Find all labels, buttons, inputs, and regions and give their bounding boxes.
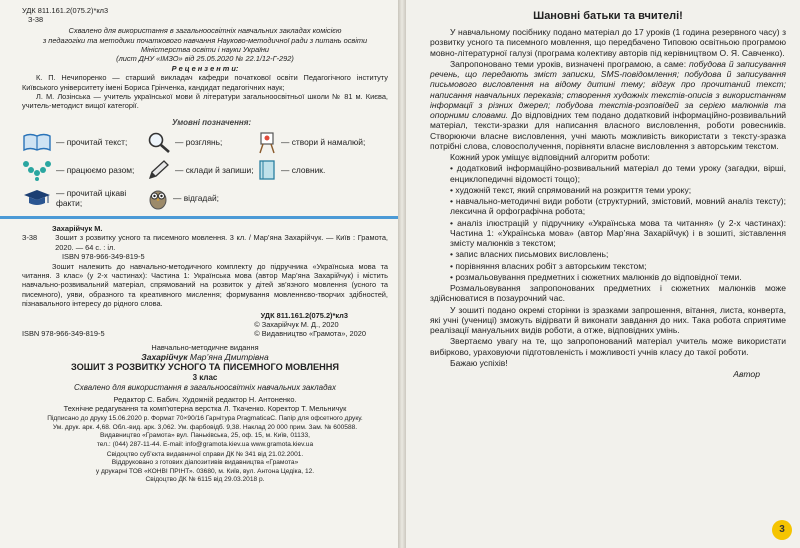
edition-type: Навчально-методичне видання — [151, 342, 259, 352]
publisher-2: тел.: (044) 287-11-44. E-mail: info@gramota.kiev.ua www.gramota.kiev.ua — [96, 440, 314, 448]
graduation-cap-icon — [22, 187, 52, 209]
grade: 3 клас — [192, 372, 218, 382]
author-surname: Захарійчук — [141, 351, 188, 362]
paragraph-4: Розмальовування запропонованих предметних і сюжетних малюнків може здійснюватися в позаурочний час. — [430, 283, 786, 304]
approval-line: (лист ДНУ «ІМЗО» від 25.05.2020 № 22.1/12-Г-292) — [116, 54, 294, 64]
symbol-create-draw — [257, 130, 367, 154]
isbn-copyright-row — [22, 320, 388, 338]
dictionary-icon — [257, 159, 277, 181]
publisher-1: Видавництво «Грамота» вул. Паньківська, 25, оф. 15, м. Київ, 01133, — [99, 432, 311, 440]
bullet-item: • розмальовування предметних і сюжетних малюнків до відповідної теми. — [450, 271, 742, 282]
approval-line: Схвалено для використання в загальноосвітніх навчальних закладах комісією — [68, 26, 342, 36]
pen-icon — [147, 159, 171, 181]
owl-icon — [147, 186, 169, 210]
reviewer-1: К. П. Нечипоренко — старший викладач кафедри початкової освіти Педагогічного інституту Київського університету імені Бориса Грінченка, кандидат педагогічних наук; — [22, 73, 388, 92]
bullet-item: • додатковий інформаційно-розвивальний матеріал до теми уроку (загадки, вірші, енциклопедичні відомості тощо); — [450, 163, 786, 184]
book-code: З-38 — [28, 15, 44, 25]
annotation: Зошит належить до навчально-методичного комплекту до підручника «Українська мова та читання. 3 клас» (у 2-х частинах): Частина 1: Українська мова (автор Мар’яна Захарійчук) і містить навчально-розвивальний матеріал, спрямований на розвиток у дітей зв’язного мовлення (усного та писемного), уяви, образного та креативного мислення; формування мовленнєво-творчих здібностей, пізнавального інтересу до рідного слова. — [22, 262, 388, 308]
symbol-label: — розглянь; — [175, 137, 223, 148]
symbol-label: — працюємо разом; — [56, 165, 135, 176]
preface-text — [430, 27, 786, 368]
symbol-guess — [147, 186, 257, 210]
symbol-read-text — [22, 130, 147, 154]
bullet-item: • порівняння власних робіт з авторським текстом; — [450, 260, 647, 271]
symbol-label: — створи й намалюй; — [281, 137, 366, 148]
approval-block — [22, 26, 388, 63]
magnifier-icon — [147, 131, 171, 153]
editors-1: Редактор С. Бабич. Художній редактор Н. Антоненко. — [113, 394, 297, 404]
cert-2: Свідоцтво ДК № 6115 від 29.03.2018 р. — [145, 476, 265, 484]
symbol-label: — прочитай текст; — [56, 137, 128, 148]
paragraph-2-rest: До відповідних тем подано додатковий інформаційно-розвивальний матеріал, тексти-зразки для написання власного висловлення, роботи ровесників. Створюючи власне висловлення, учні мають можливість використати з тексту-зразка потрібні слова, словосполучення, порівняти власне висловлення з авторським текстом. — [430, 110, 786, 151]
blue-divider — [0, 216, 400, 219]
catalog-entry — [22, 233, 388, 251]
symbol-label: — прочитай цікаві факти; — [56, 188, 127, 209]
symbols-legend — [22, 118, 388, 210]
book-title: ЗОШИТ З РОЗВИТКУ УСНОГО ТА ПИСЕМНОГО МОВЛЕННЯ — [71, 361, 339, 372]
print-2: Ум. друк. арк. 4,68. Обл.-вид. арк. 3,062. Ум. фарбовідб. 9,38. Наклад 20 000 прим. Зам. № 600588. — [52, 423, 358, 431]
page-number: 3 — [772, 520, 792, 540]
editors-2: Технічне редагування та комп’ютерна верстка Л. Ткаченко. Коректор Т. Мельничук — [63, 404, 347, 414]
signature: Автор — [733, 369, 760, 379]
symbol-label: — склади й запиши; — [175, 165, 254, 176]
udk-bottom: УДК 811.161.2(075.2)*кл3 — [260, 311, 348, 321]
catalog-author: Захарійчук М. — [52, 224, 103, 234]
bullet-item: • запис власних письмових висловлень; — [450, 249, 609, 260]
bullet-item: • художній текст, який спрямований на розкриття теми уроку; — [450, 184, 692, 195]
print-1: Підписано до друку 15.06.2020 р. Формат 70×90/16 Гарнітура PragmaticaC. Папір для офсетного друку. — [47, 415, 363, 423]
approval-line: з педагогіки та методики початкового навчання Науково-методичної ради з питань освіти — [42, 35, 368, 45]
paragraph-7: Бажаю успіхів! — [450, 357, 508, 368]
symbol-compose-write — [147, 159, 257, 181]
author-name: Мар’яна Дмитрівна — [187, 351, 269, 362]
paragraph-6: Звертаємо увагу на те, що запропонований матеріал учитель може використати вибірково, ураховуючи підготовленість і можливості учнів класу до такої роботи. — [430, 336, 786, 357]
reviewers-title: Р е ц е н з е н т и: — [171, 64, 239, 74]
bullet-item: • аналіз ілюстрацій у підручнику «Українська мова та читання» (у 2-х частинах): Частина 1: «Українська мова» (автор Мар’яна Захарійчук) і в зошиті, зіставлення змісту малюнків з текстом; — [450, 217, 786, 248]
right-page — [406, 0, 800, 548]
udk-top: УДК 811.161.2(075.2)*кл3 — [22, 6, 109, 15]
page-title: Шановні батьки та вчителі! — [533, 10, 683, 22]
symbol-interesting-facts — [22, 186, 147, 210]
bullet-item: • навчально-методичні види роботи (структурний, змістовий, мовний аналіз тексту); лексична й орфографічна робота; — [450, 196, 786, 217]
approval-short: Схвалено для використання в загальноосвітніх навчальних закладах — [74, 382, 336, 392]
book-icon — [22, 132, 52, 152]
symbol-dictionary — [257, 159, 367, 181]
paragraph-1: У навчальному посібнику подано матеріал до 17 уроків (1 година резервного часу) з розвитку усного та писемного мовлення, що передбачено Типовою освітньою програмою мовно-літературної галузі (програма колективу авторів під керівництвом О. Я. Савченко). — [430, 27, 786, 58]
paragraph-3: Кожний урок уміщує відповідний алгоритм роботи: — [450, 152, 650, 162]
cert-1: Свідоцтво суб’єкта видавничої справи ДК № 341 від 21.02.2001. — [106, 450, 304, 458]
imprint-author — [22, 352, 388, 362]
catalog-biblio: Зошит з розвитку усного та писемного мовлення. 3 кл. / Мар’яна Захарійчук. — Київ : Грамота, 2020. — 64 с. : іл. — [55, 233, 388, 252]
isbn-1: ISBN 978-966-349-819-5 — [62, 251, 145, 261]
printer-2: у друкарні ТОВ «КОНВІ ПРІНТ». 03680, м. Київ, вул. Антона Цедіка, 12. — [95, 467, 315, 475]
reviewer-2: Л. М. Лозінська — учитель української мови й літератури загальноосвітньої школи № 81 м. Києва, учитель-методист вищої категорії. — [22, 91, 388, 111]
symbol-label: — словник. — [281, 165, 326, 176]
paragraph-5: У зошиті подано окремі сторінки із зразками запрошення, вітання, листа, конверта, які учні (учениці) зможуть відірвати й виконати завдання до них. Така робота сприятиме реалізації мануальних видів роботи, а отже, відповідних умінь. — [430, 304, 786, 335]
symbol-label: — відгадай; — [173, 193, 219, 204]
copyright-publisher: © Видавництво «Грамота», 2020 — [254, 329, 366, 339]
catalog-code: З-38 — [22, 233, 38, 243]
symbol-work-together — [22, 159, 147, 181]
copyright-author: © Захарійчук М. Д., 2020 — [254, 320, 339, 330]
symbol-examine — [147, 130, 257, 154]
isbn-2: ISBN 978-966-349-819-5 — [22, 329, 105, 339]
easel-icon — [257, 130, 277, 154]
printer-1: Віддруковано з готових діапозитивів видавництва «Грамота» — [111, 459, 299, 467]
paragraph-2-intro: Запропоновано теми уроків, визначені програмою, а саме: — [450, 58, 690, 69]
beads-icon — [22, 159, 52, 181]
approval-line: Міністерства освіти і науки України — [140, 44, 270, 54]
paragraph-2-topics: побудова й записування речень, що передають зміст записки, SMS-повідомлення; побудова й записування письмового висловлення на відому дитині тему; відгук про прочитаний текст; написання навчальних переказів; створення художніх текстів-описів з використанням інформації з різних джерел; побудова текстів-розповідей за серією малюнків та опорними словами. — [430, 58, 786, 120]
paragraph-2 — [430, 59, 786, 151]
symbols-title: Умовні позначення: — [172, 118, 252, 128]
